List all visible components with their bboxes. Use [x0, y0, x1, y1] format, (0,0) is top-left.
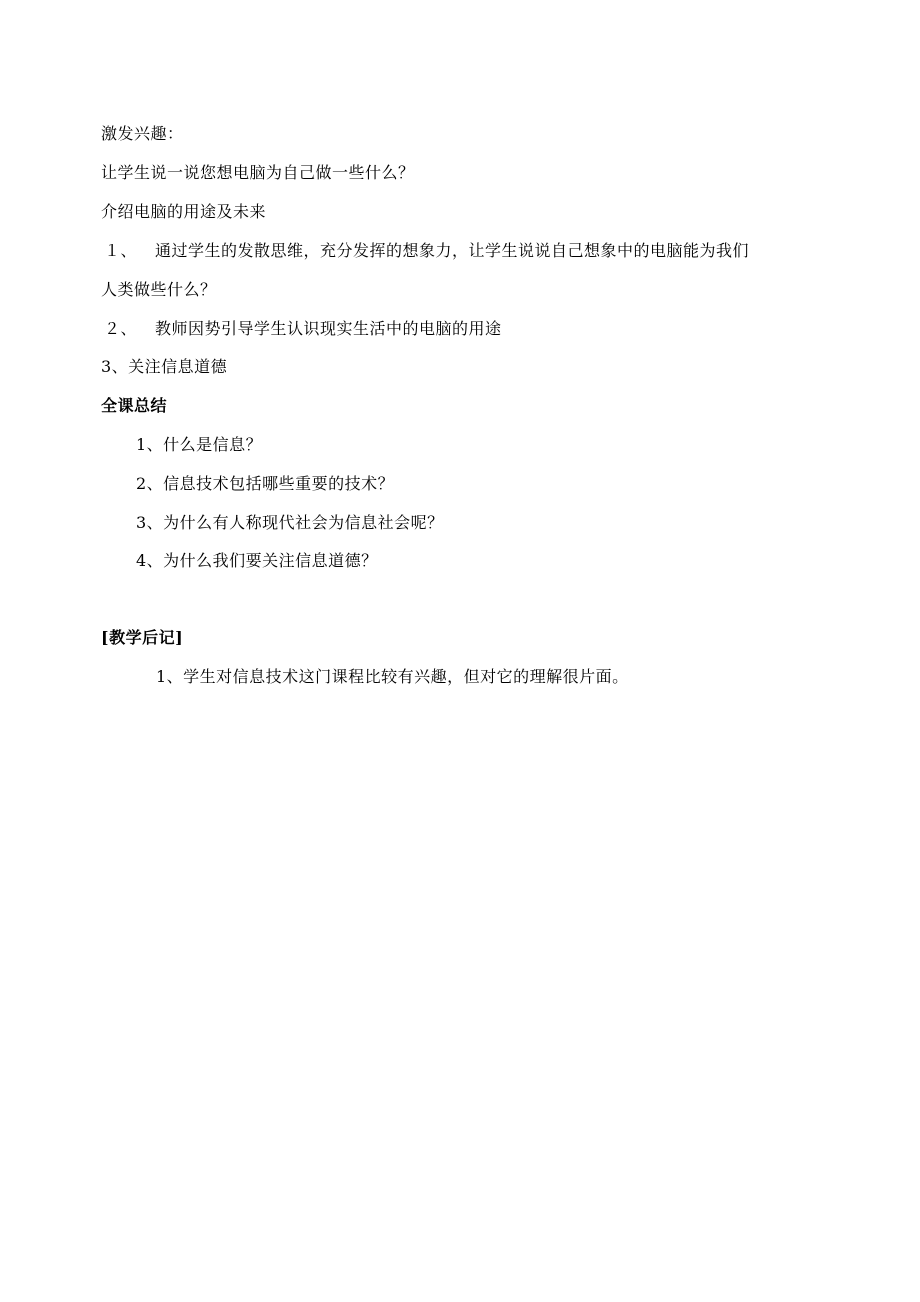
summary-item: 1、什么是信息？ — [136, 435, 263, 454]
point-2-number: ２、 — [104, 319, 138, 338]
summary-heading: 全课总结 — [101, 396, 168, 415]
summary-item: 3、为什么有人称现代社会为信息社会呢？ — [136, 513, 444, 532]
summary-item: 2、信息技术包括哪些重要的技术？ — [136, 474, 395, 493]
point-1-line-b: 人类做些什么？ — [101, 280, 217, 299]
point-1-line-a — [104, 241, 749, 261]
intro-line: 介绍电脑的用途及未来 — [101, 202, 267, 221]
interest-heading: 激发兴趣： — [101, 124, 184, 143]
point-1-text-a: 通过学生的发散思维，充分发挥的想象力，让学生说说自己想象中的电脑能为我们 — [155, 241, 750, 260]
point-3-line: 3、关注信息道德 — [101, 357, 228, 376]
notes-heading: [教学后记] — [101, 628, 184, 647]
summary-item: 4、为什么我们要关注信息道德？ — [136, 551, 378, 570]
interest-question: 让学生说一说您想电脑为自己做一些什么？ — [101, 163, 415, 182]
point-1-number: １、 — [104, 241, 138, 260]
point-2-text: 教师因势引导学生认识现实生活中的电脑的用途 — [155, 319, 502, 338]
point-2-line — [104, 319, 502, 339]
notes-item: 1、学生对信息技术这门课程比较有兴趣，但对它的理解很片面。 — [156, 667, 629, 686]
